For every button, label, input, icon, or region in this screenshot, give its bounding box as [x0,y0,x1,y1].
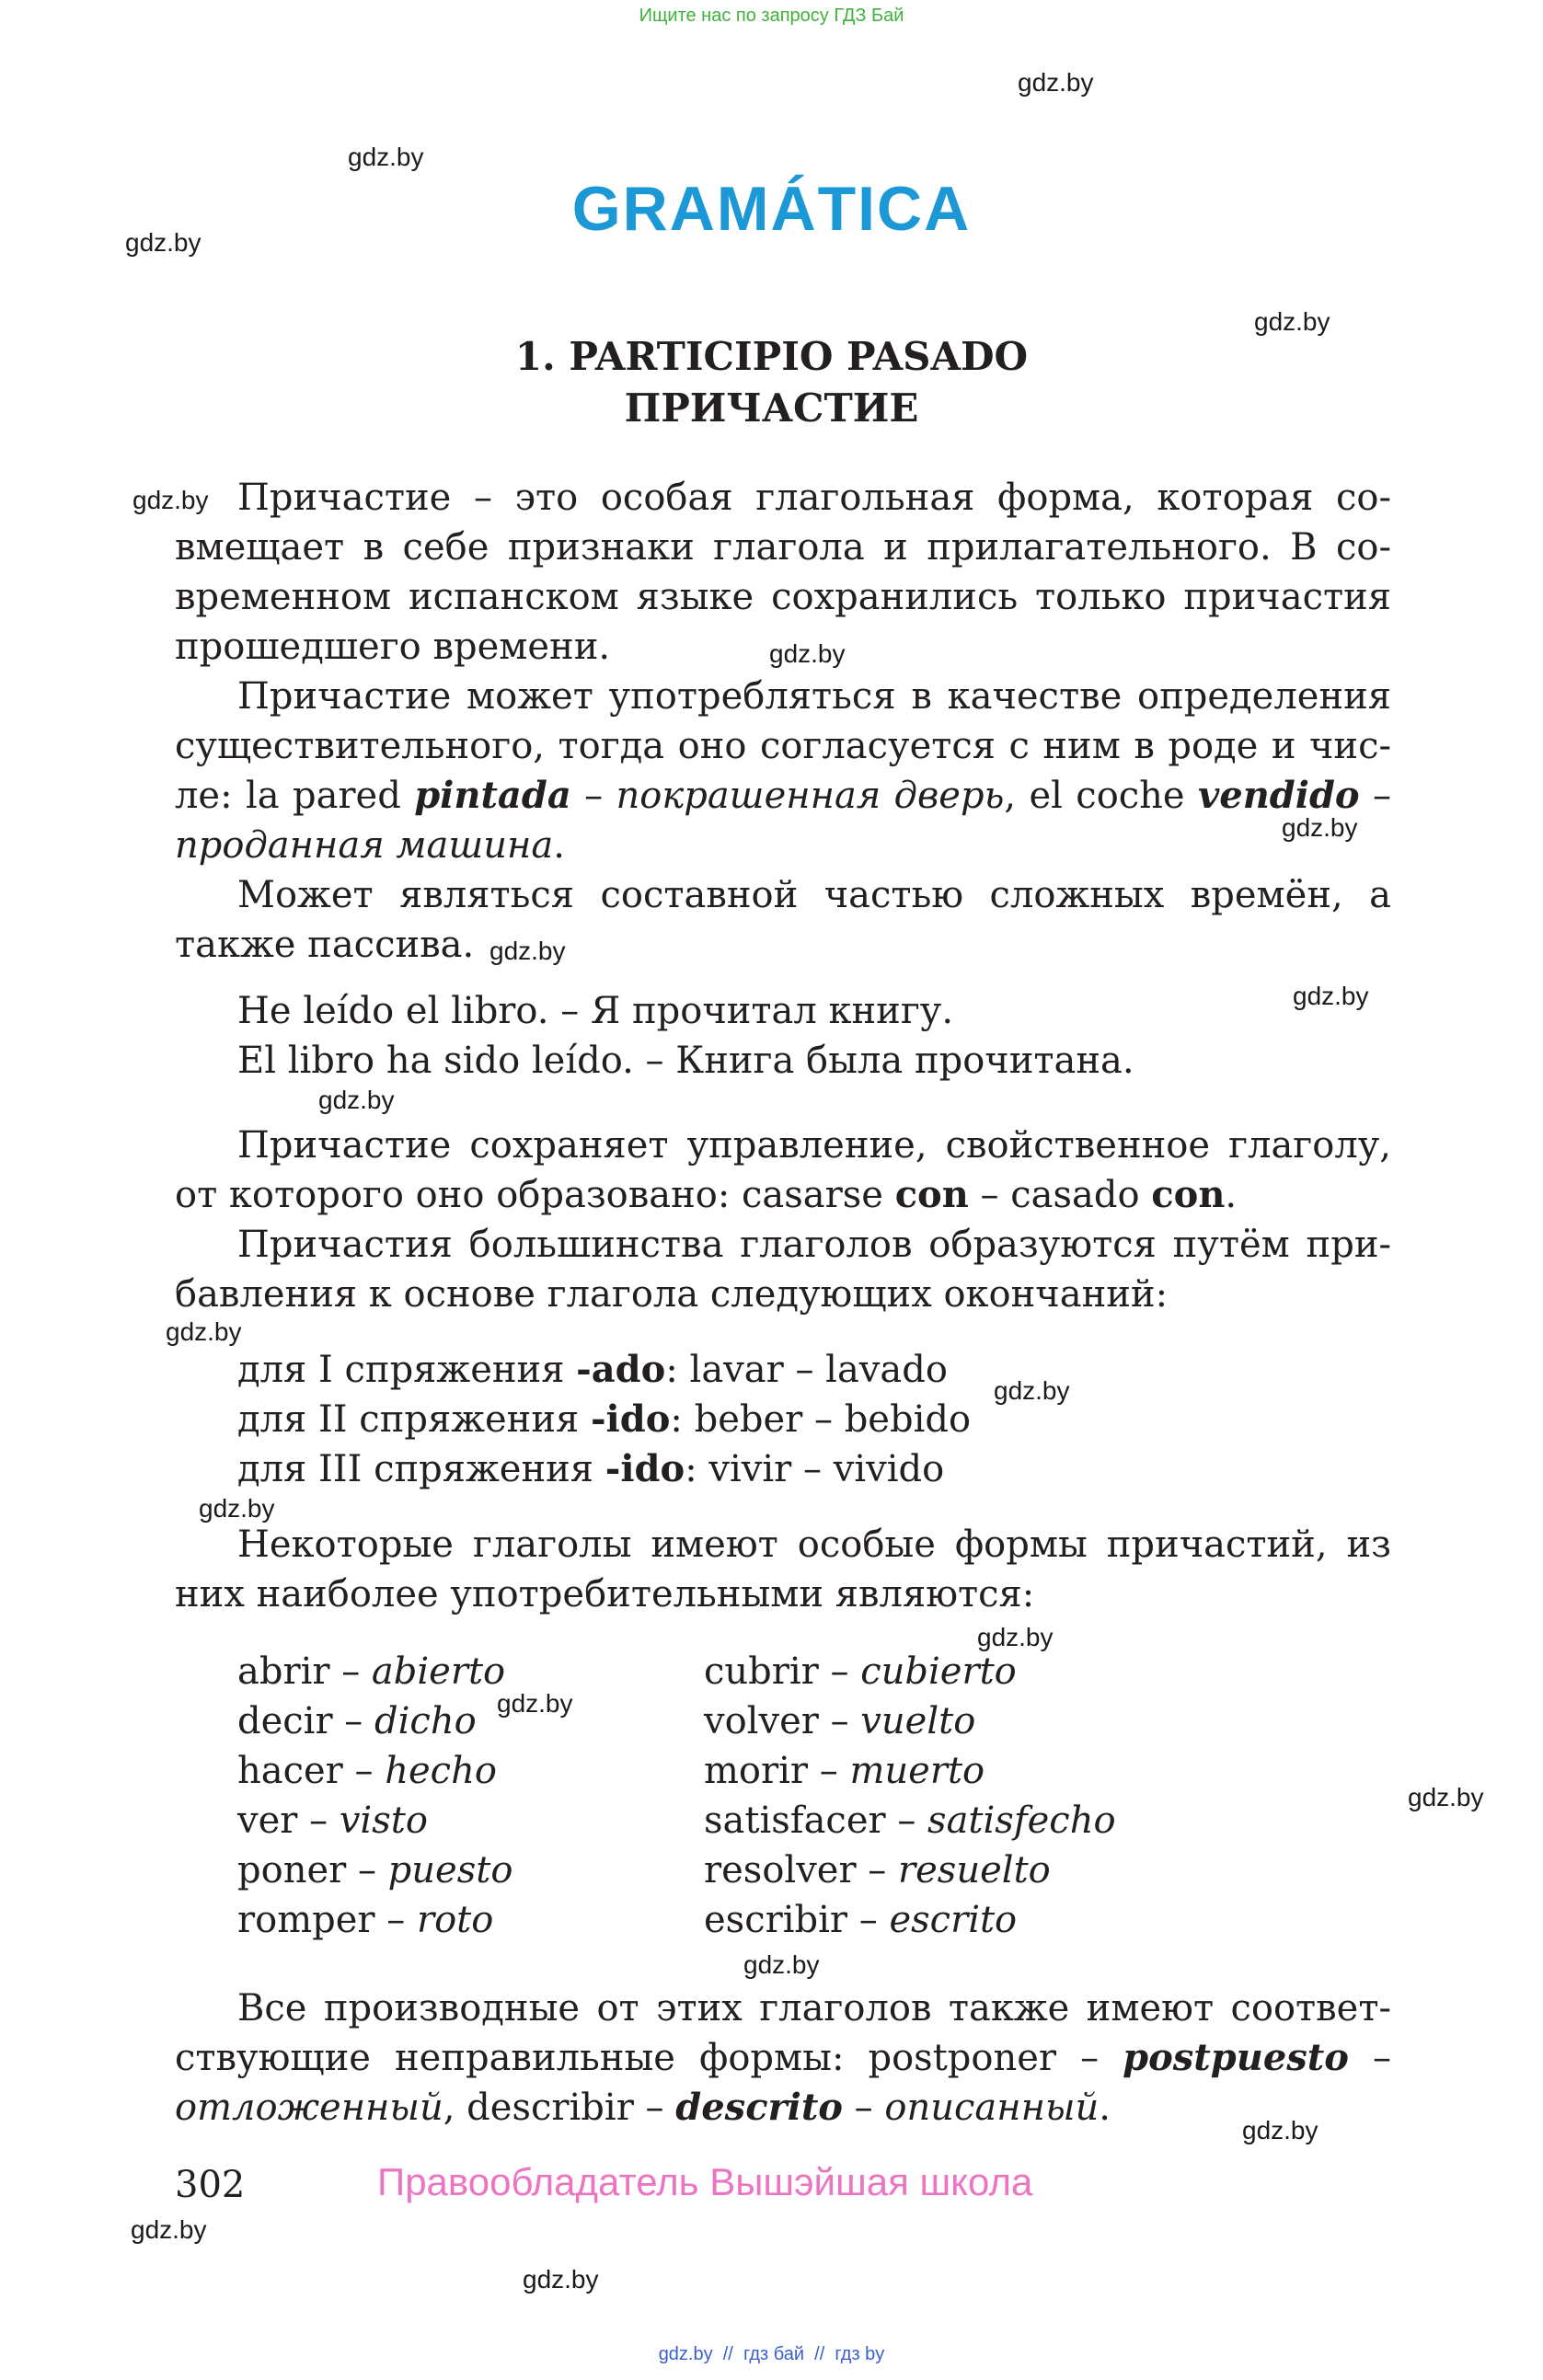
text-span: – [842,2087,885,2129]
watermark: gdz.by [1242,2116,1318,2144]
paragraph-line: Некоторые глаголы имеют особые формы причастий, из [237,1523,1391,1566]
irregular-verb-pair [704,1796,1385,1845]
copyright-notice: Правообладатель Вышэйшая школа [377,2160,1033,2203]
ending-rule [237,1444,1391,1494]
paragraph-line: Причастие может употребляться в качестве определения [237,675,1391,718]
watermark: gdz.by [497,1689,573,1718]
watermark: gdz.by [199,1494,275,1523]
ending-suffix: -ido [605,1447,685,1490]
footer-links[interactable]: gdz.by // гдз бай // гдз by [658,2344,885,2364]
participle-form: resuelto [898,1849,1051,1891]
preposition-term: con [1151,1173,1226,1216]
search-hint-link[interactable]: Ищите нас по запросу ГДЗ Бай [639,6,904,26]
participle-term: descrito [675,2086,843,2129]
text-span: : lavar – lavado [665,1349,948,1391]
paragraph-line: Причастие сохраняет управление, свойственное глаголу, [237,1124,1391,1167]
participle-form: abierto [371,1650,506,1693]
watermark: gdz.by [1282,813,1358,842]
text-span: : beber – bebido [670,1398,972,1441]
paragraph-line [175,1170,1391,1220]
watermark: gdz.by [318,1086,395,1114]
section-title-ru: ПРИЧАСТИЕ [624,385,919,431]
paragraph-line: Может являться составной частью сложных времён, а [237,874,1391,916]
example-line: El libro ha sido leído. – Книга была прочитана. [237,1040,1134,1082]
text-span: abrir – [237,1650,372,1693]
text-span: satisfacer – [704,1799,928,1842]
text-span: . [553,824,565,867]
text-span: morir – [704,1750,850,1792]
participle-term: pintada [414,774,571,817]
watermark: gdz.by [1408,1783,1484,1811]
text-span: ver – [237,1799,340,1842]
participle-term: vendido [1198,774,1360,817]
paragraph-line: прошедшего времени. [175,626,611,668]
text-span: . [1225,1174,1238,1216]
paragraph-line: также пассива. [175,924,475,966]
paragraph-line [175,2083,1391,2133]
irregular-verb-pair [704,1696,1385,1746]
text-span: volver – [704,1700,861,1742]
watermark: gdz.by [166,1317,242,1346]
translation: проданная машина [175,824,554,867]
paragraph-line: Все производные от этих глаголов также имеют соответ- [237,1987,1391,2029]
text-span: – [1348,2037,1392,2079]
participle-form: hecho [385,1750,497,1792]
participle-form: escrito [889,1899,1018,1941]
participle-form: satisfecho [927,1799,1116,1842]
ending-suffix: -ado [576,1348,666,1391]
paragraph-line [175,771,1391,821]
page-number: 302 [175,2164,246,2206]
text-span: : vivir – vivido [685,1448,945,1490]
participle-form: dicho [374,1700,477,1742]
text-span: escribir – [704,1899,890,1941]
watermark: gdz.by [743,1950,820,1979]
page-title: GRAMÁTICA [571,174,972,244]
watermark: gdz.by [994,1376,1070,1405]
paragraph-line: бавления к основе глагола следующих окончаний: [175,1273,1169,1316]
text-span: для I спряжения [237,1349,577,1391]
paragraph-line: Причастия большинства глаголов образуются путём при- [237,1224,1391,1266]
text-span: resolver – [704,1849,899,1891]
paragraph-line [175,821,1391,870]
watermark: gdz.by [1254,307,1330,336]
watermark: gdz.by [1018,68,1094,97]
watermark: gdz.by [125,228,202,257]
ending-suffix: -ido [590,1397,671,1441]
watermark: gdz.by [348,143,424,171]
paragraph-line: временном испанском языке сохранились только причастия [175,576,1391,618]
text-span: . [1099,2087,1111,2129]
participle-form: puesto [387,1849,513,1891]
watermark: gdz.by [977,1623,1054,1651]
participle-form: muerto [849,1750,985,1792]
section-title-es: 1. PARTICIPIO PASADO [514,334,1029,379]
paragraph-line [175,2033,1391,2083]
text-span: для II спряжения [237,1398,591,1441]
text-span: , el coche [1004,775,1198,817]
irregular-verb-pair [704,1895,1385,1945]
text-span: poner – [237,1849,388,1891]
watermark: gdz.by [489,937,566,965]
ending-rule [237,1395,1391,1444]
irregular-verb-pair [704,1647,1385,1696]
participle-form: cubierto [860,1650,1017,1693]
text-span: , describir – [443,2087,676,2129]
participle-form: visto [339,1799,428,1842]
ending-rule [237,1345,1391,1395]
preposition-term: con [894,1173,969,1216]
participle-form: vuelto [860,1700,976,1742]
text-span: – casado [968,1174,1152,1216]
example-line: He leído el libro. – Я прочитал книгу. [237,990,954,1032]
watermark: gdz.by [131,2215,207,2244]
text-span: hacer – [237,1750,386,1792]
watermark: gdz.by [132,486,209,514]
watermark: gdz.by [523,2265,599,2294]
paragraph-line: существительного, тогда оно согласуется с ним в роде и чис- [175,725,1391,767]
text-span: – [570,775,616,817]
translation: покрашенная дверь [616,775,1005,817]
paragraph-line: них наиболее употребительными являются: [175,1573,1035,1615]
translation: отложенный [175,2087,443,2129]
text-span: ствующие неправильные формы: postponer – [175,2037,1123,2079]
paragraph-line: вмещает в себе признаки глагола и прилагательного. В со- [175,526,1391,569]
text-span: cubrir – [704,1650,861,1693]
participle-term: postpuesto [1123,2036,1349,2079]
irregular-verb-pair [704,1746,1385,1796]
watermark: gdz.by [769,639,846,668]
participle-form: roto [416,1899,494,1941]
text-span: для III спряжения [237,1448,605,1490]
text-span: от которого оно образовано: casarse [175,1174,895,1216]
text-span: ле: la pared [175,775,415,817]
paragraph-line: Причастие – это особая глагольная форма, которая со- [237,477,1391,519]
text-span: – [1359,775,1391,817]
text-span: romper – [237,1899,417,1941]
watermark: gdz.by [1293,982,1369,1010]
text-span: decir – [237,1700,375,1742]
irregular-verb-pair [704,1845,1385,1895]
translation: описанный [884,2087,1100,2129]
